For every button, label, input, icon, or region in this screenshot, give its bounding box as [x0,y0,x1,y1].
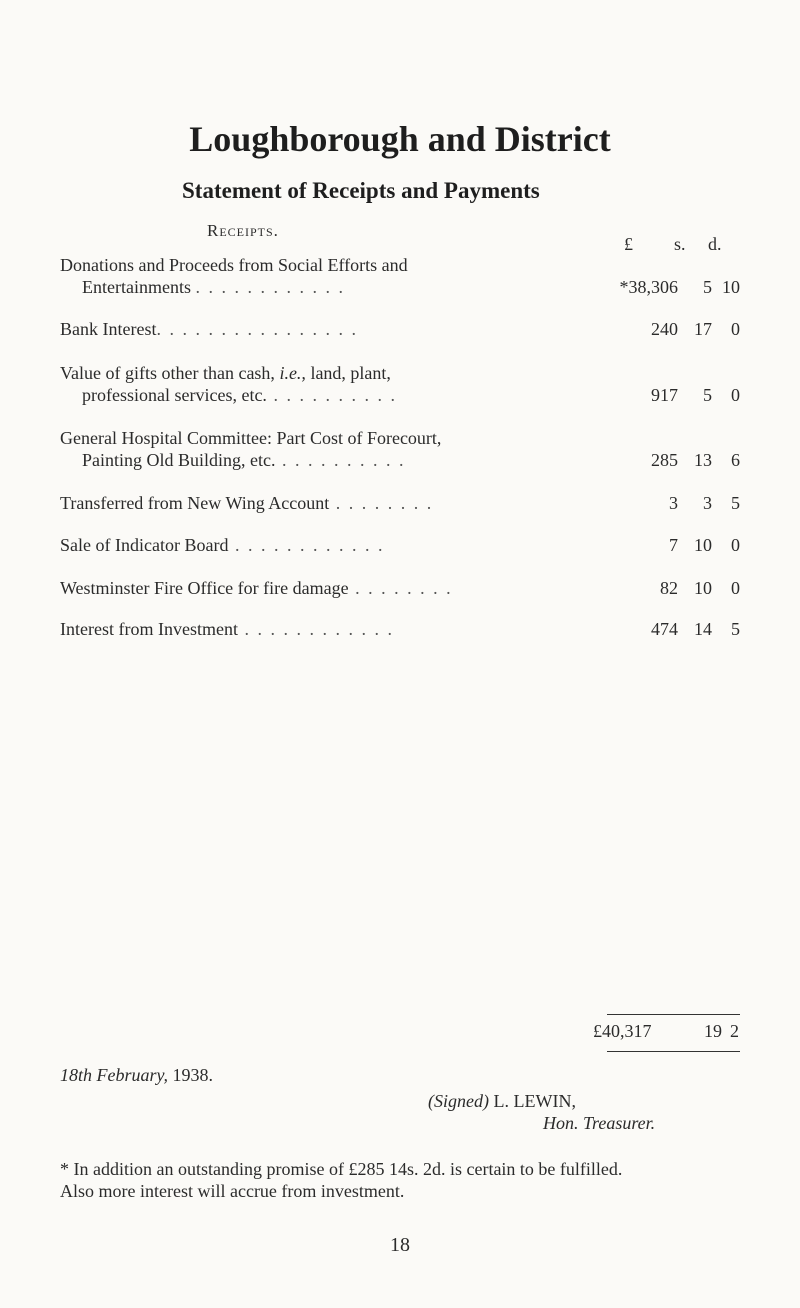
total-rule-bottom [607,1051,740,1052]
signed-label: (Signed) [428,1091,489,1111]
section-heading: Receipts. [207,221,279,240]
leader-dots: . . . . . . . . . . . . [237,619,394,639]
receipt-description [60,427,530,471]
total-pence: 2 [730,1021,739,1041]
signatory-name: L. LEWIN, [488,1091,576,1111]
receipt-line1: Transferred from New Wing Account [60,493,330,513]
receipt-line1: Donations and Proceeds from Social Efforts and [60,255,408,275]
amount-shillings: 5 [703,385,712,405]
column-head-pounds: £ [624,234,633,254]
amount-pounds: 82 [660,578,678,598]
receipt-description [60,492,530,514]
page-subtitle: Statement of Receipts and Payments [182,178,540,203]
amount-pence: 5 [731,493,740,513]
receipt-description [60,534,530,556]
amount-pounds: 3 [669,493,678,513]
receipt-description [60,618,530,640]
signature-line [428,1091,576,1112]
signatory-title: Hon. Treasurer. [543,1113,656,1133]
page-number: 18 [390,1234,410,1256]
leader-dots: . . . . . . . . . . . . [228,535,385,555]
amount-pounds: 240 [651,319,678,339]
amount-pence: 0 [731,578,740,598]
total-rule-top [607,1014,740,1015]
amount-pence: 0 [731,385,740,405]
leader-dots: . . . . . . . . . . . . [195,277,345,297]
leader-dots: . . . . . . . . . . [275,450,406,470]
amount-pounds: 917 [651,385,678,405]
receipt-line1: Westminster Fire Office for fire damage [60,578,349,598]
column-head-pence: d. [708,234,722,254]
date-day-month: 18th February, [60,1065,168,1085]
leader-dots: . . . . . . . . [329,493,434,513]
amount-shillings: 3 [703,493,712,513]
amount-shillings: 17 [694,319,712,339]
amount-pence: 0 [731,319,740,339]
receipt-description [60,577,530,599]
amount-shillings: 14 [694,619,712,639]
footnote-line2: Also more interest will accrue from investment. [60,1181,405,1201]
receipt-line1-em: i.e., [279,363,306,383]
receipt-line1: Interest from Investment [60,619,238,639]
amount-pence: 5 [731,619,740,639]
footnote [60,1158,750,1202]
page-title: Loughborough and District [189,119,611,159]
leader-dots: . . . . . . . . [348,578,453,598]
amount-shillings: 10 [694,578,712,598]
amount-pounds: 7 [669,535,678,555]
amount-pence: 6 [731,450,740,470]
receipt-line2: Entertainments [82,277,191,297]
leader-dots: . . . . . . . . . . [266,385,397,405]
column-head-shillings: s. [674,234,686,254]
amount-pounds: 285 [651,450,678,470]
receipt-description [60,254,530,298]
amount-shillings: 5 [703,277,712,297]
receipt-line1-post: land, plant, [305,363,391,383]
leader-dots: . . . . . . . . . . . . . . . . [156,319,358,339]
amount-shillings: 13 [694,450,712,470]
amount-pence: 0 [731,535,740,555]
receipt-line2: professional services, etc. [82,385,267,405]
amount-shillings: 10 [694,535,712,555]
statement-date [60,1065,213,1086]
amount-pence: 10 [722,277,740,297]
total-pounds: £40,317 [593,1021,652,1041]
receipt-description [60,318,530,340]
receipt-line1: Value of gifts other than cash, [60,363,280,383]
receipt-line1: Bank Interest [60,319,157,339]
receipt-line1: General Hospital Committee: Part Cost of Forecourt, [60,428,442,448]
date-year: 1938. [168,1065,213,1085]
amount-pounds: 474 [651,619,678,639]
footnote-line1: * In addition an outstanding promise of £285 14s. 2d. is certain to be fulfilled. [60,1159,623,1179]
receipt-description [60,362,530,406]
receipt-line1: Sale of Indicator Board [60,535,229,555]
receipt-line2: Painting Old Building, etc. [82,450,276,470]
amount-pounds: *38,306 [619,277,678,297]
total-shillings: 19 [704,1021,722,1041]
